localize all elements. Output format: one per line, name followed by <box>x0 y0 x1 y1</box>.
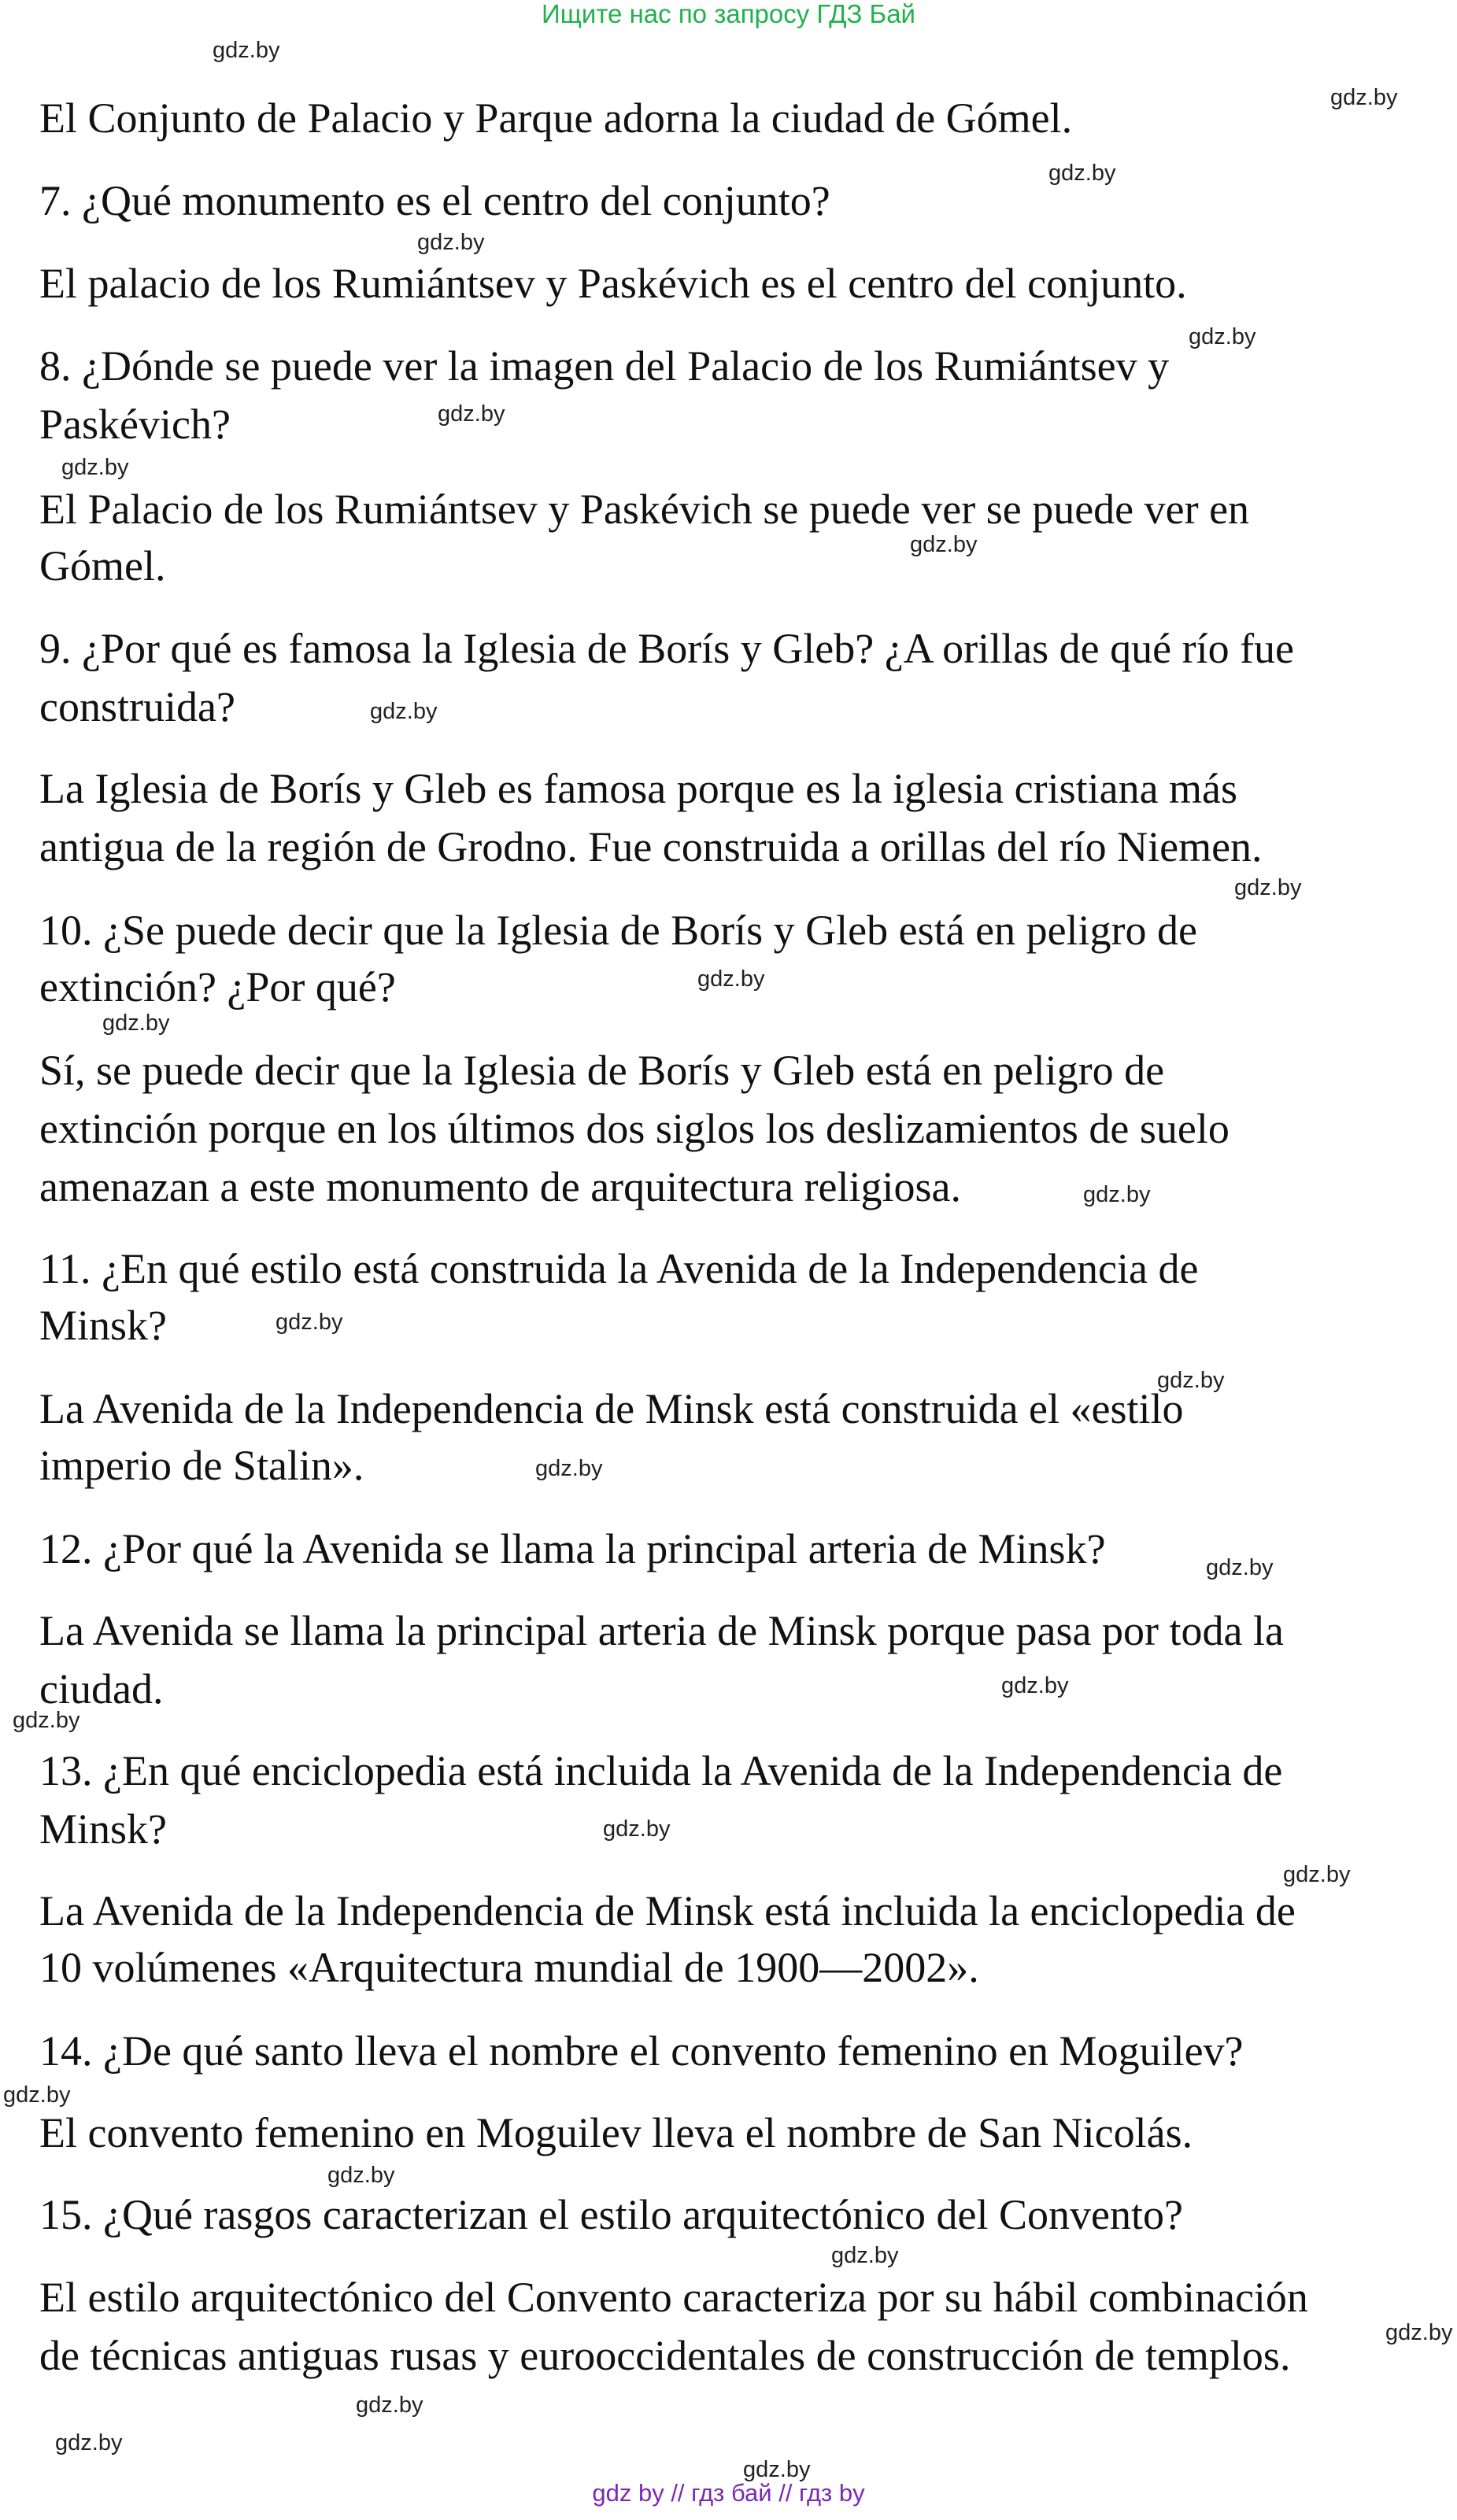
watermark: gdz.by <box>55 2430 123 2455</box>
answer-14: El convento femenino en Moguilev lleva el nombre de San Nicolás. <box>39 2109 1193 2156</box>
watermark: gdz.by <box>327 2163 395 2188</box>
watermark: gdz.by <box>831 2243 899 2268</box>
watermark: gdz.by <box>1001 1673 1069 1698</box>
question-9: construida? <box>39 683 235 730</box>
question-10: extinción? ¿Por qué? <box>39 963 396 1011</box>
watermark: gdz.by <box>3 2082 71 2108</box>
bottom-banner[interactable]: gdz by // гдз бай // гдз by <box>592 2479 865 2507</box>
answer-10: amenazan a este monumento de arquitectura religiosa. <box>39 1163 961 1210</box>
watermark: gdz.by <box>1157 1368 1225 1393</box>
answer-11: La Avenida de la Independencia de Minsk está construida el «estilo <box>39 1385 1184 1432</box>
watermark: gdz.by <box>356 2393 423 2418</box>
answer-7: El palacio de los Rumiántsev y Paskévich es el centro del conjunto. <box>39 260 1187 307</box>
answer-15: de técnicas antiguas rusas y eurooccidentales de construcción de templos. <box>39 2332 1291 2379</box>
answer-8: Gómel. <box>39 542 166 589</box>
question-9: 9. ¿Por qué es famosa la Iglesia de Borís y Gleb? ¿A orillas de qué río fue <box>39 625 1295 672</box>
watermark: gdz.by <box>1330 85 1398 110</box>
answer-8: El Palacio de los Rumiántsev y Paskévich se puede ver se puede ver en <box>39 486 1250 533</box>
question-13: 13. ¿En qué enciclopedia está incluida la Avenida de la Independencia de <box>39 1747 1283 1794</box>
watermark: gdz.by <box>1385 2320 1453 2345</box>
answer-10: Sí, se puede decir que la Iglesia de Borís y Gleb está en peligro de <box>39 1047 1165 1094</box>
watermark: gdz.by <box>1083 1182 1151 1207</box>
answer-13: 10 volúmenes «Arquitectura mundial de 1900—2002». <box>39 1944 979 1991</box>
watermark: gdz.by <box>370 699 438 724</box>
watermark: gdz.by <box>102 1011 170 1036</box>
watermark: gdz.by <box>1048 161 1116 186</box>
answer-9: antigua de la región de Grodno. Fue construida a orillas del río Niemen. <box>39 823 1263 870</box>
answer-13: La Avenida de la Independencia de Minsk está incluida la enciclopedia de <box>39 1887 1296 1934</box>
question-12: 12. ¿Por qué la Avenida se llama la principal arteria de Minsk? <box>39 1525 1106 1572</box>
answer-11: imperio de Stalin». <box>39 1442 364 1489</box>
answer-12: ciudad. <box>39 1665 164 1713</box>
question-11: Minsk? <box>39 1302 167 1349</box>
watermark: gdz.by <box>697 966 765 992</box>
question-15: 15. ¿Qué rasgos caracterizan el estilo arquitectónico del Convento? <box>39 2191 1183 2238</box>
question-10: 10. ¿Se puede decir que la Iglesia de Borís y Gleb está en peligro de <box>39 907 1197 954</box>
watermark: gdz.by <box>743 2457 811 2482</box>
watermark: gdz.by <box>910 532 978 557</box>
watermark: gdz.by <box>61 455 129 480</box>
question-8: Paskévich? <box>39 401 231 448</box>
watermark: gdz.by <box>1189 324 1256 349</box>
answer-9: La Iglesia de Borís y Gleb es famosa porque es la iglesia cristiana más <box>39 765 1238 812</box>
question-13: Minsk? <box>39 1805 167 1853</box>
watermark: gdz.by <box>1206 1555 1274 1580</box>
watermark: gdz.by <box>1283 1862 1351 1887</box>
answer-12: La Avenida se llama la principal arteria de Minsk porque pasa por toda la <box>39 1607 1284 1654</box>
watermark: gdz.by <box>275 1310 343 1335</box>
question-11: 11. ¿En qué estilo está construida la Avenida de la Independencia de <box>39 1245 1199 1292</box>
watermark: gdz.by <box>1234 875 1302 900</box>
watermark: gdz.by <box>438 401 505 427</box>
watermark: gdz.by <box>13 1708 80 1733</box>
watermark: gdz.by <box>417 230 485 255</box>
question-14: 14. ¿De qué santo lleva el nombre el convento femenino en Moguilev? <box>39 2027 1244 2075</box>
answer-10: extinción porque en los últimos dos siglos los deslizamientos de suelo <box>39 1105 1230 1152</box>
watermark: gdz.by <box>603 1816 671 1842</box>
watermark: gdz.by <box>213 38 280 63</box>
question-8: 8. ¿Dónde se puede ver la imagen del Palacio de los Rumiántsev y <box>39 342 1170 390</box>
answer-15: El estilo arquitectónico del Convento caracteriza por su hábil combinación <box>39 2274 1308 2321</box>
text-line: El Conjunto de Palacio y Parque adorna la ciudad de Gómel. <box>39 94 1073 142</box>
question-7: 7. ¿Qué monumento es el centro del conjunto? <box>39 177 830 224</box>
watermark: gdz.by <box>535 1456 603 1481</box>
top-banner[interactable]: Ищите нас по запросу ГДЗ Бай <box>542 0 915 28</box>
